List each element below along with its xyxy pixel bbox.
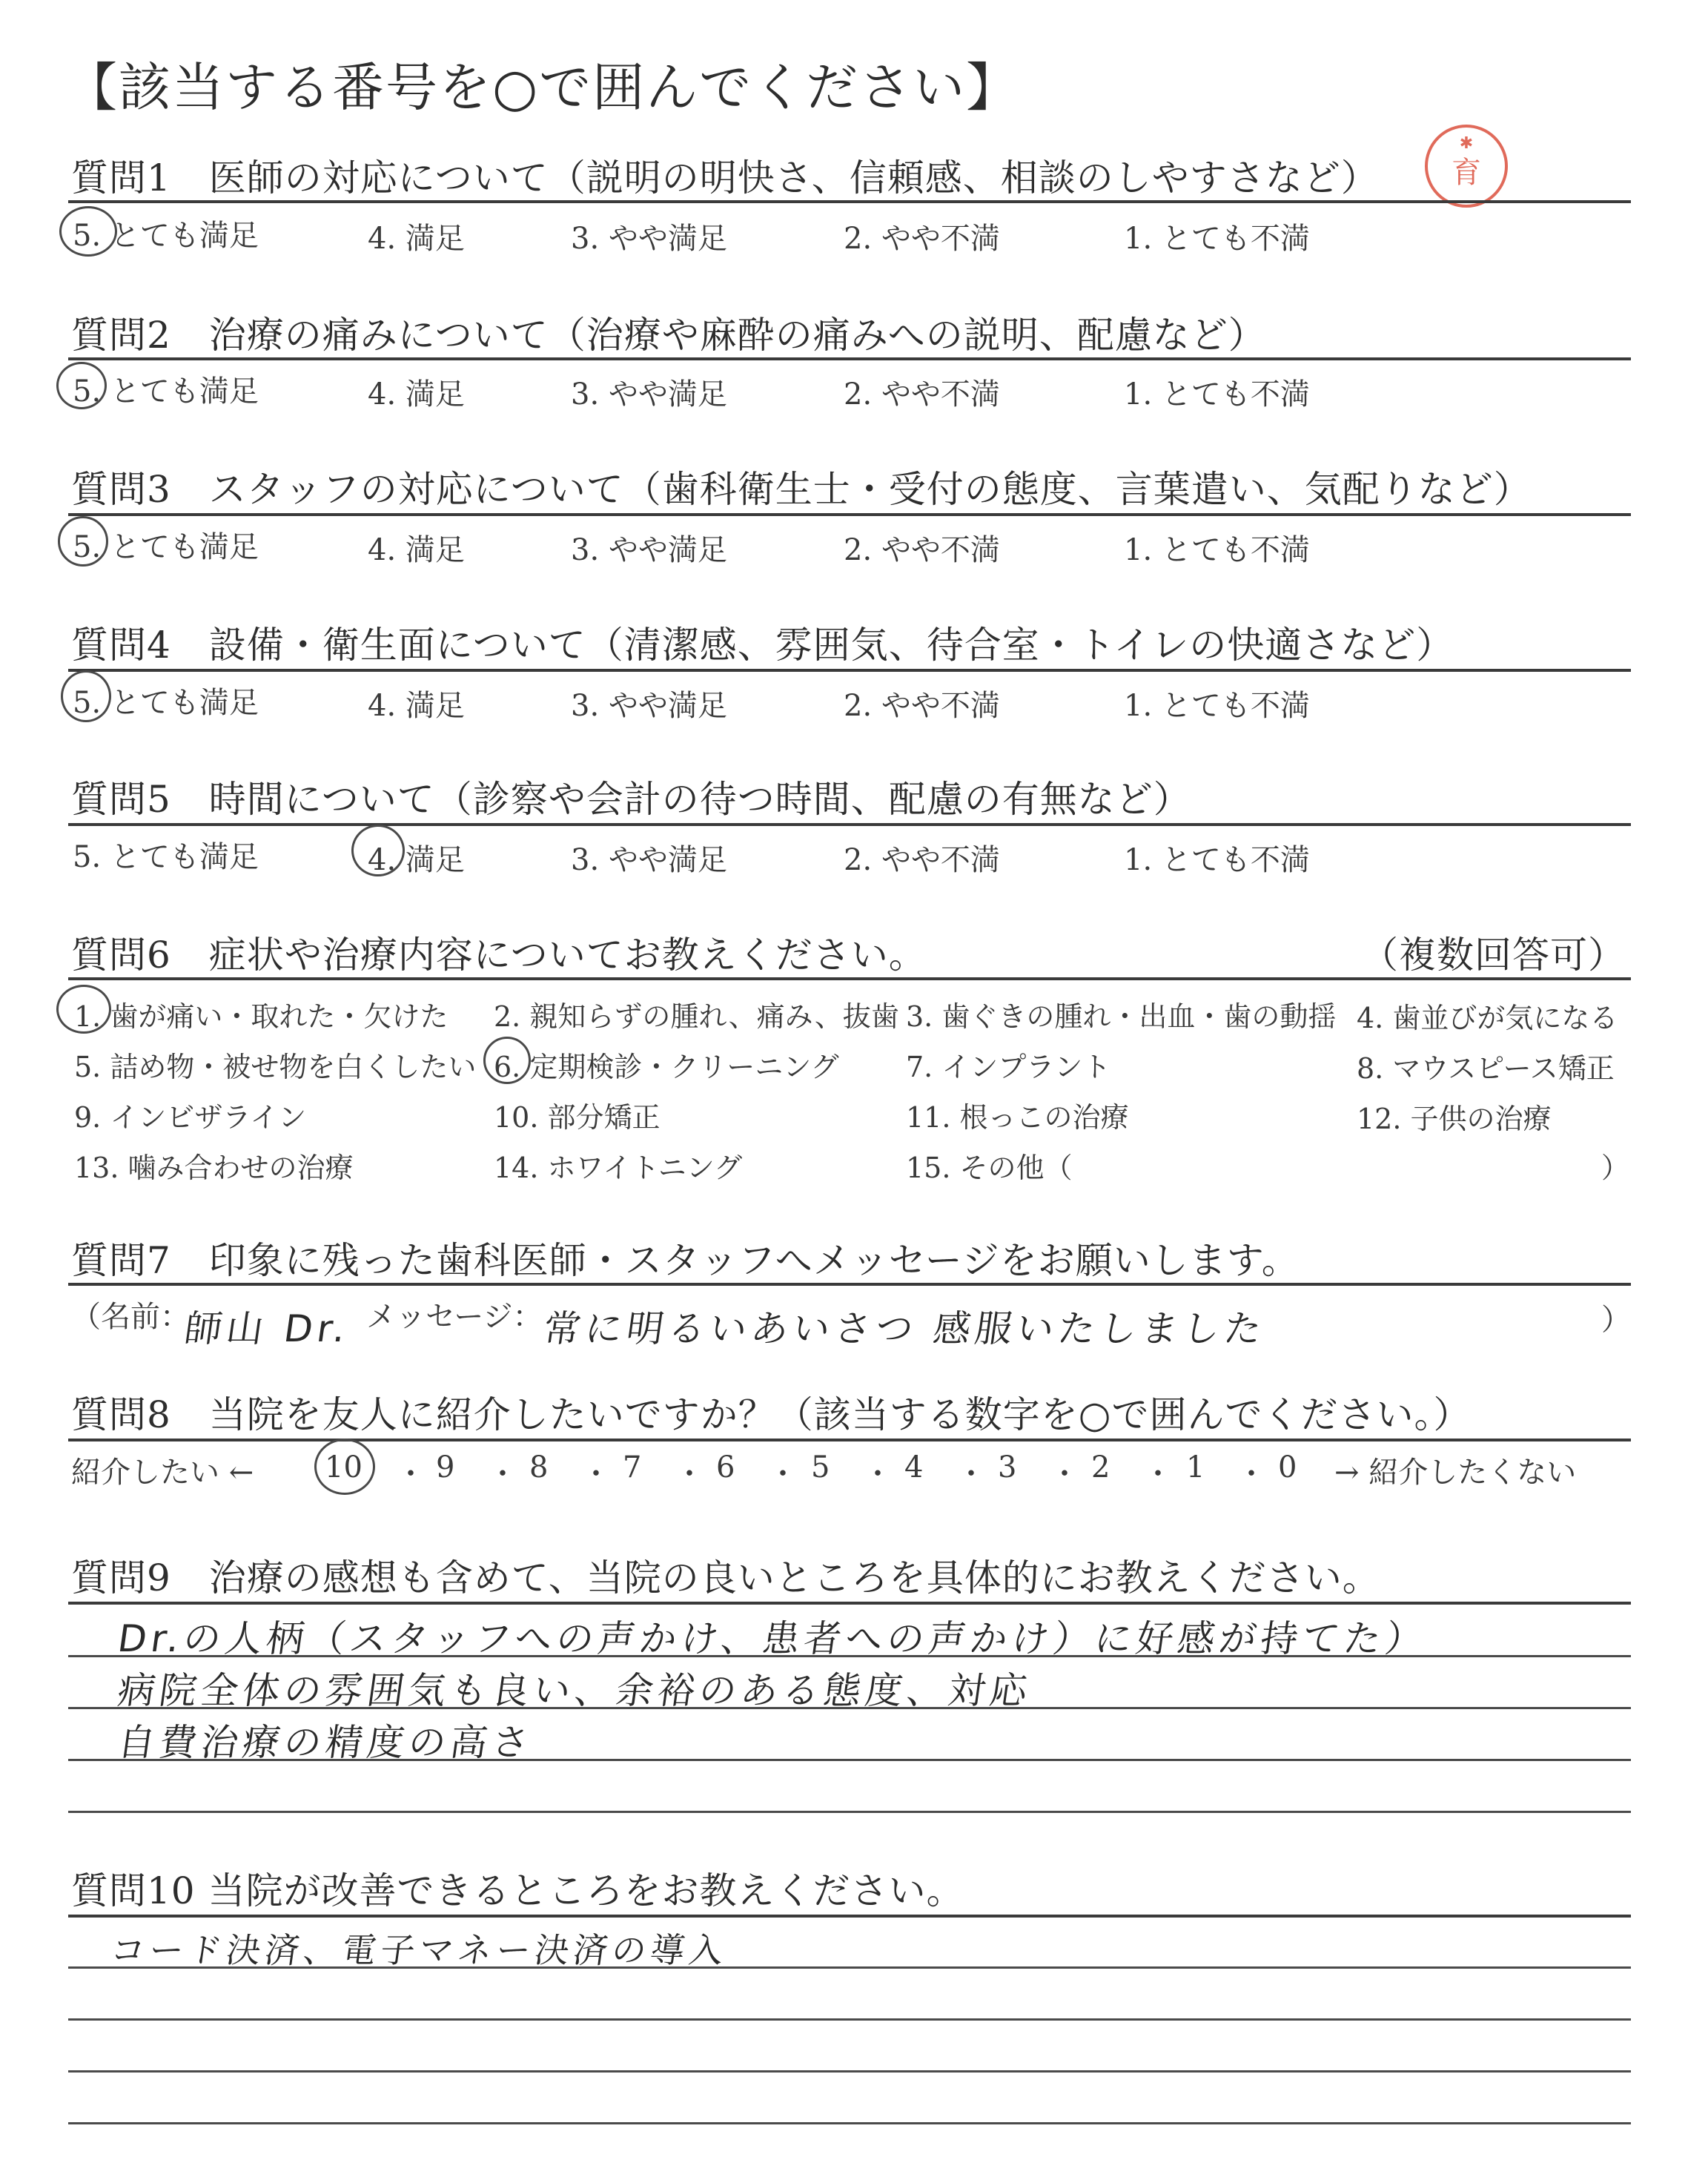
q6-note: （複数回答可） — [1361, 934, 1626, 977]
q6-option-1[interactable]: 1. 歯が痛い・取れた・欠けた — [74, 1000, 448, 1033]
q8-rule — [68, 1439, 1631, 1441]
q6-option-5[interactable]: 5. 詰め物・被せ物を白くしたい — [74, 1051, 477, 1083]
q8-score-8[interactable]: 8 — [529, 1450, 549, 1484]
q4-option-5[interactable]: 5. とても満足 — [73, 686, 259, 720]
q2-rule — [68, 357, 1631, 360]
q9-rule — [68, 1602, 1631, 1605]
q8-separator: ・ — [863, 1457, 893, 1491]
q6-rule — [68, 977, 1631, 980]
q2-option-2[interactable]: 2. やや不満 — [844, 377, 1000, 412]
q8-separator: ・ — [1237, 1457, 1266, 1491]
q8-separator: ・ — [488, 1457, 517, 1491]
form-header: 【該当する番号を○で囲んでください】 — [65, 57, 1020, 118]
q4-selection-circle — [61, 670, 111, 722]
q2-option-5[interactable]: 5. とても満足 — [73, 374, 259, 409]
inspection-stamp: ✱ 育 — [1425, 125, 1508, 208]
q3-title: 質問3 スタッフの対応について（歯科衛生士・受付の態度、言葉遣い、気配りなど） — [71, 468, 1532, 511]
q8-score-6[interactable]: 6 — [716, 1450, 735, 1484]
q10-writing-line — [68, 2018, 1631, 2021]
q6-option-11[interactable]: 11. 根っこの治療 — [906, 1101, 1129, 1134]
q3-option-4[interactable]: 4. 満足 — [368, 533, 465, 567]
q6-selection-circle-6 — [483, 1037, 531, 1084]
q7-rule — [68, 1283, 1631, 1286]
q5-option-5[interactable]: 5. とても満足 — [73, 840, 259, 874]
q6-other-close-paren: ） — [1601, 1152, 1630, 1184]
q9-writing-line — [68, 1811, 1631, 1813]
q8-score-0[interactable]: 0 — [1278, 1450, 1297, 1484]
q6-option-14[interactable]: 14. ホワイトニング — [494, 1152, 743, 1184]
q2-option-3[interactable]: 3. やや満足 — [571, 377, 727, 412]
q7-message-label: メッセージ： — [366, 1300, 543, 1334]
q6-option-12[interactable]: 12. 子供の治療 — [1357, 1103, 1552, 1135]
q1-option-3[interactable]: 3. やや満足 — [571, 222, 727, 256]
q5-option-1[interactable]: 1. とても不満 — [1124, 843, 1310, 877]
q6-option-10[interactable]: 10. 部分矯正 — [494, 1101, 661, 1134]
q5-selection-circle — [351, 825, 405, 876]
q8-right-label: → 紹介したくない — [1334, 1456, 1577, 1490]
q1-title: 質問1 医師の対応について（説明の明快さ、信頼感、相談のしやすさなど） — [71, 156, 1379, 199]
q10-writing-line — [68, 2122, 1631, 2124]
q9-answer-line-1[interactable]: Dr.の人柄（スタッフへの声かけ、患者への声かけ）に好感が持てた） — [115, 1617, 1430, 1660]
q5-title: 質問5 時間について（診察や会計の待つ時間、配慮の有無など） — [71, 778, 1191, 821]
q8-separator: ・ — [396, 1457, 426, 1491]
q10-writing-line — [68, 2070, 1631, 2073]
q5-option-4[interactable]: 4. 満足 — [368, 843, 465, 877]
q8-separator: ・ — [675, 1457, 704, 1491]
q7-title: 質問7 印象に残った歯科医師・スタッフへメッセージをお願いします。 — [71, 1239, 1300, 1282]
q4-option-3[interactable]: 3. やや満足 — [571, 689, 727, 723]
q4-rule — [68, 669, 1631, 672]
q6-option-13[interactable]: 13. 噛み合わせの治療 — [74, 1152, 354, 1184]
q1-option-1[interactable]: 1. とても不満 — [1124, 222, 1310, 256]
q2-option-4[interactable]: 4. 満足 — [368, 377, 465, 412]
q6-option-4[interactable]: 4. 歯並びが気になる — [1357, 1002, 1618, 1034]
q3-selection-circle — [58, 516, 108, 567]
q8-score-2[interactable]: 2 — [1091, 1450, 1110, 1484]
q8-separator: ・ — [956, 1457, 986, 1491]
q6-option-15[interactable]: 15. その他（ — [906, 1152, 1073, 1184]
q6-selection-circle-1 — [56, 985, 111, 1034]
q3-option-5[interactable]: 5. とても満足 — [73, 530, 259, 564]
q6-title: 質問6 症状や治療内容についてお教えください。 — [71, 934, 927, 977]
q3-option-1[interactable]: 1. とても不満 — [1124, 533, 1310, 567]
q4-option-2[interactable]: 2. やや不満 — [844, 689, 1000, 723]
q5-option-3[interactable]: 3. やや満足 — [571, 843, 727, 877]
q5-rule — [68, 823, 1631, 826]
q8-separator: ・ — [768, 1457, 798, 1491]
q8-score-3[interactable]: 3 — [998, 1450, 1017, 1484]
q1-rule — [68, 200, 1631, 203]
q6-option-7[interactable]: 7. インプラント — [906, 1051, 1111, 1083]
q8-left-label: 紹介したい ← — [71, 1456, 254, 1490]
q8-score-4[interactable]: 4 — [904, 1450, 924, 1484]
q6-option-6[interactable]: 6. 定期検診・クリーニング — [494, 1051, 839, 1083]
q6-option-9[interactable]: 9. インビザライン — [74, 1101, 307, 1134]
q1-option-2[interactable]: 2. やや不満 — [844, 222, 1000, 256]
q6-option-8[interactable]: 8. マウスピース矯正 — [1357, 1052, 1615, 1085]
q4-option-4[interactable]: 4. 満足 — [368, 689, 465, 723]
q8-score-9[interactable]: 9 — [436, 1450, 455, 1484]
q1-option-5[interactable]: 5. とても満足 — [73, 219, 259, 253]
q8-score-10[interactable]: 10 — [325, 1450, 363, 1484]
q3-rule — [68, 513, 1631, 516]
q3-option-3[interactable]: 3. やや満足 — [571, 533, 727, 567]
q10-title: 質問10 当院が改善できるところをお教えください。 — [71, 1869, 964, 1912]
q6-option-2[interactable]: 2. 親知らずの腫れ、痛み、抜歯 — [494, 1000, 899, 1033]
q1-option-4[interactable]: 4. 満足 — [368, 222, 465, 256]
q8-title: 質問8 当院を友人に紹介したいですか？（該当する数字を○で囲んでください。） — [71, 1393, 1472, 1436]
q9-title: 質問9 治療の感想も含めて、当院の良いところを具体的にお教えください。 — [71, 1556, 1380, 1599]
q4-option-1[interactable]: 1. とても不満 — [1124, 689, 1310, 723]
q3-option-2[interactable]: 2. やや不満 — [844, 533, 1000, 567]
q8-separator: ・ — [1050, 1457, 1079, 1491]
q8-selection-circle — [314, 1439, 375, 1495]
q7-name-label: （名前： — [71, 1300, 190, 1334]
q9-answer-line-2[interactable]: 病院全体の雰囲気も良い、余裕のある態度、対応 — [115, 1669, 1035, 1712]
q8-score-5[interactable]: 5 — [811, 1450, 830, 1484]
q2-title: 質問2 治療の痛みについて（治療や麻酔の痛みへの説明、配慮など） — [71, 314, 1266, 357]
q8-score-7[interactable]: 7 — [623, 1450, 642, 1484]
q8-separator: ・ — [581, 1457, 611, 1491]
q7-name-value[interactable]: 師山 Dr. — [182, 1307, 353, 1350]
q2-option-1[interactable]: 1. とても不満 — [1124, 377, 1310, 412]
q7-message-value[interactable]: 常に明るいあいさつ 感服いたしました — [540, 1307, 1269, 1350]
q10-answer-line-1[interactable]: コード決済、電子マネー決済の導入 — [107, 1930, 731, 1970]
q5-option-2[interactable]: 2. やや不満 — [844, 843, 1000, 877]
q1-selection-circle — [59, 206, 117, 257]
q9-answer-line-3[interactable]: 自費治療の精度の高さ — [115, 1721, 537, 1764]
q8-score-1[interactable]: 1 — [1186, 1450, 1205, 1484]
q2-selection-circle — [56, 362, 107, 409]
q8-separator: ・ — [1143, 1457, 1173, 1491]
q4-title: 質問4 設備・衛生面について（清潔感、雰囲気、待合室・トイレの快適さなど） — [71, 624, 1454, 667]
q6-option-3[interactable]: 3. 歯ぐきの腫れ・出血・歯の動揺 — [906, 1000, 1337, 1033]
q7-close-paren: ） — [1601, 1303, 1631, 1337]
q10-rule — [68, 1915, 1631, 1918]
